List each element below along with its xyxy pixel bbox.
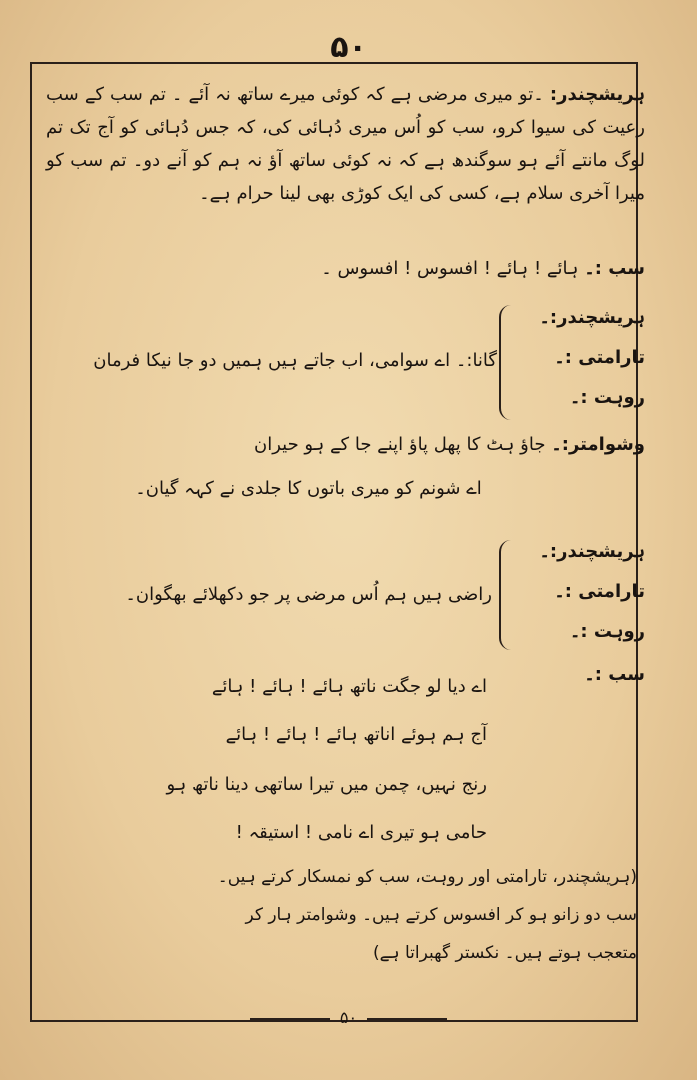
curly-brace bbox=[499, 540, 517, 650]
speaker-label: وشوامتر:۔ bbox=[551, 434, 645, 455]
song-line: گانا:۔ اے سوامی، اب جاتے ہیں ہمیں دو جا نیکا فرمان bbox=[93, 350, 497, 371]
speaker-label: سب :۔ bbox=[584, 258, 645, 279]
footer-rule bbox=[367, 1018, 447, 1020]
verse-line: آج ہم ہوئے اناتھ ہائے ! ہائے ! ہائے bbox=[225, 724, 487, 745]
footer-rule bbox=[250, 1018, 330, 1020]
vishwamitra-line-2: اے شونم کو میری باتوں کا جلدی نے کہہ گیان۔ bbox=[135, 478, 482, 499]
verse-line: اے دیا لو جگت ناتھ ہائے ! ہائے ! ہائے bbox=[211, 676, 487, 697]
footer-number: ۵۰ bbox=[339, 1008, 358, 1027]
verse-line: حامی ہو تیری اے نامی ! استیقہ ! bbox=[235, 822, 487, 843]
speech-text: ۔تو میری مرضی ہے کہ کوئی میرے ساتھ نہ آئے ۔ تم سب کے سب رعیت کی سیوا کرو، سب کو اُس میری دُہائی کی، کہ جس دُہائی کو آج تک تم لوگ مانتے آئے ہو سوگندھ ہے کہ نہ کوئی ساتھ آؤ نہ ہم کو آنے دو۔ تم سب کو میرا آخری سلام ہے، کسی کی ایک کوڑی بھی لینا حرام ہے۔ bbox=[46, 84, 645, 204]
all-lament bbox=[46, 254, 645, 284]
speaker-name: روہت :۔ bbox=[569, 621, 645, 642]
speaker-name: روہت :۔ bbox=[569, 387, 645, 408]
harishchandra-speech bbox=[46, 78, 645, 210]
speaker-label: سب :۔ bbox=[584, 664, 645, 685]
speaker-group-1 bbox=[525, 298, 645, 418]
speech-text: ہائے ! ہائے ! افسوس ! افسوس ۔ bbox=[321, 258, 579, 279]
vishwamitra-line-1 bbox=[46, 430, 645, 460]
song-line: راضی ہیں ہم اُس مرضی پر جو دکھلائے بھگوان۔ bbox=[125, 584, 492, 605]
footer-mark bbox=[0, 1008, 697, 1027]
verse-text: جاؤ ہٹ کا پھل پاؤ اپنے جا کے ہو حیران bbox=[254, 434, 546, 455]
verse-line: رنج نہیں، چمن میں تیرا ساتھی دینا ناتھ ہو bbox=[166, 774, 487, 795]
page-number: ۵۰ bbox=[330, 30, 367, 65]
speaker-label: ہریشچندر: bbox=[549, 84, 645, 105]
stage-direction-line: متعجب ہوتے ہیں۔ نکستر گھبراتا ہے) bbox=[373, 943, 637, 963]
speaker-name: ہریشچندر:۔ bbox=[539, 307, 645, 328]
speaker-name: تارامتی :۔ bbox=[554, 581, 645, 602]
stage-direction-line: سب دو زانو ہو کر افسوس کرتے ہیں۔ وشوامتر ہار کر bbox=[245, 905, 637, 925]
speaker-name: ہریشچندر:۔ bbox=[539, 541, 645, 562]
speaker-name: تارامتی :۔ bbox=[554, 347, 645, 368]
stage-direction-line: (ہریشچندر، تارامتی اور روہت، سب کو نمسکار کرتے ہیں۔ bbox=[217, 867, 637, 887]
speaker-group-2 bbox=[525, 532, 645, 652]
curly-brace bbox=[499, 305, 517, 420]
